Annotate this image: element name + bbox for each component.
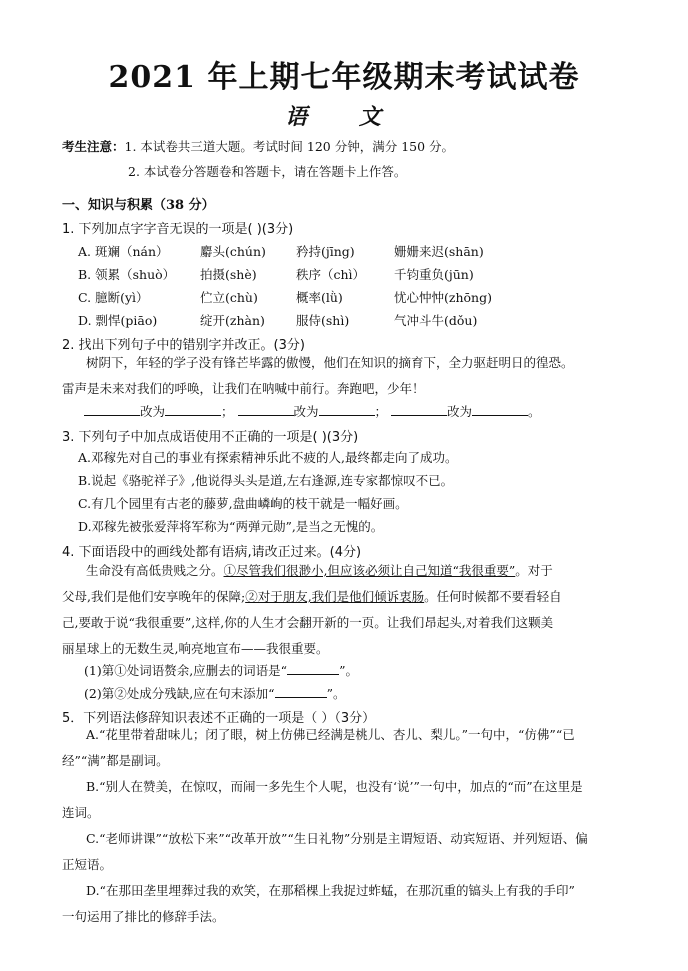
answer-blank[interactable]: [391, 403, 447, 416]
option-b-2: 拍摄(shè): [200, 267, 257, 282]
question-2-fill-row: [84, 402, 541, 420]
q4-underlined-2: ②对于朋友,我们是他们倾诉衷肠: [245, 589, 425, 604]
q5-a-line-2: 经”“满”都是副词。: [62, 753, 169, 768]
option-d-4: 气冲斗牛(dǒu): [394, 313, 478, 328]
question-3-option-c: C.有几个园里有古老的藤萝,盘曲嶙峋的枝干就是一幅好画。: [78, 496, 408, 511]
question-4-sub-2: [84, 684, 345, 702]
passage-line-2: 雷声是未来对我们的呼唤，让我们在呐喊中前行。奔跑吧，少年！: [62, 381, 425, 396]
q4-line-4: 丽星球上的无数生灵,响亮地宣布——我很重要。: [62, 641, 329, 656]
notice-text-1: 1. 本试卷共三道大题。考试时间 120 分钟，满分 150 分。: [124, 139, 455, 154]
option-a-3: 矜持(jīng): [296, 244, 355, 259]
fill-text: 改为: [140, 404, 166, 419]
option-d-1: D. 剽悍(piāo): [78, 313, 158, 328]
option-a-4: 姗姗来迟(shān): [394, 244, 484, 259]
section-heading: 一、知识与积累（38 分）: [62, 198, 215, 213]
sub-text: ”。: [339, 663, 358, 678]
option-b-1: B. 领累（shuò）: [78, 267, 176, 282]
option-a-1: A. 斑斓（nán）: [78, 244, 169, 259]
option-d-3: 服侍(shì): [296, 313, 350, 328]
answer-blank[interactable]: [287, 662, 339, 675]
page-title: 2021 年上期七年级期末考试试卷: [108, 60, 580, 95]
question-3-option-a: A.邓稼先对自己的事业有探索精神乐此不疲的人,最终都走向了成功。: [78, 450, 458, 465]
answer-blank[interactable]: [165, 403, 221, 416]
fill-text: 改为: [293, 404, 319, 419]
q4-underlined-1: ①尽管我们很渺小,但应该必须让自己知道“我很重要”: [223, 563, 516, 578]
q4-line-2: [62, 584, 640, 610]
question-3-option-b: B.说起《骆驼祥子》,他说得头头是道,左右逢源,连专家都惊叹不已。: [78, 473, 454, 488]
sub-text: ”。: [326, 686, 346, 701]
question-4-sub-1: [84, 661, 358, 679]
question-3-option-d: D.邓稼先被张爱萍将军称为“两弹元勋”,是当之无愧的。: [78, 519, 384, 534]
option-d-2: 绽开(zhàn): [200, 313, 265, 328]
question-4-stem: 4. 下面语段中的画线处都有语病,请改正过来。(4分): [62, 545, 362, 560]
q5-b-line-2: 连词。: [62, 805, 100, 820]
q4-text: 。任何时候都不要看轻自: [424, 589, 562, 604]
question-2-passage: [62, 350, 640, 402]
sub-text: (2)第②处成分残缺,应在句末添加“: [84, 686, 275, 701]
q5-d-line-2: 一句运用了排比的修辞手法。: [62, 909, 225, 924]
fill-sep: ；: [221, 404, 234, 419]
question-5-stem: 5．下列语法修辞知识表述不正确的一项是（ ）（3分）: [62, 711, 376, 726]
option-a-2: 麝头(chún): [200, 244, 266, 259]
notice-line-1: [62, 137, 454, 155]
question-2-stem: 2. 找出下列句子中的错别字并改正。(3分): [62, 338, 305, 353]
answer-blank[interactable]: [84, 403, 140, 416]
notice-label: 考生注意：: [62, 139, 125, 154]
q4-text: 生命没有高低贵贱之分。: [86, 563, 224, 578]
notice-line-2: 2. 本试卷分答题卷和答题卡，请在答题卡上作答。: [128, 164, 407, 179]
subject-heading: 语 文: [285, 104, 403, 130]
q5-b-line-1: B.“别人在赞美，在惊叹，而闹一多先生个人呢，也没有‘说’”一句中，加点的“而”在这里是: [86, 779, 583, 794]
answer-blank[interactable]: [319, 403, 375, 416]
option-c-2: 伫立(chù): [200, 290, 258, 305]
option-c-1: C. 臆断(yì）: [78, 290, 149, 305]
answer-blank[interactable]: [472, 403, 528, 416]
answer-blank[interactable]: [238, 403, 294, 416]
fill-sep: 。: [528, 404, 541, 419]
q5-a-line-1: A.“花里带着甜味儿；闭了眼，树上仿佛已经满是桃儿、杏儿、梨儿。”一句中，“仿佛”“已: [86, 727, 575, 742]
q5-d-line-1: D.“在那田垄里埋葬过我的欢笑，在那稻棵上我捉过蚱蜢，在那沉重的镐头上有我的手印”: [86, 883, 575, 898]
q4-text: 。对于: [515, 563, 553, 578]
sub-text: (1)第①处词语赘余,应删去的词语是“: [84, 663, 288, 678]
question-1-stem: 1. 下列加点字字音无误的一项是( )(3分): [62, 222, 294, 237]
option-c-4: 忧心忡忡(zhōng): [394, 290, 492, 305]
option-c-3: 概率(lǜ): [296, 290, 343, 305]
q4-line-3: 己,要敢于说“我很重要”,这样,你的人生才会翻开新的一页。让我们昂起头,对着我们这颗美: [62, 615, 554, 630]
question-4-passage: [62, 558, 640, 662]
q5-c-line-2: 正短语。: [62, 857, 113, 872]
q4-text: 父母,我们是他们安享晚年的保障;: [62, 589, 246, 604]
option-b-4: 千钧重负(jūn): [394, 267, 474, 282]
question-3-stem: 3. 下列句子中加点成语使用不正确的一项是( )(3分): [62, 430, 359, 445]
q4-line-1: [62, 558, 640, 584]
question-5-options: [62, 722, 640, 930]
passage-line-1: 树阴下，年轻的学子没有锋芒毕露的傲慢，他们在知识的摘育下，全力驱赶明日的徨恐。: [86, 355, 574, 370]
option-b-3: 秩序（chì）: [296, 267, 366, 282]
fill-sep: ；: [374, 404, 388, 419]
fill-text: 改为: [447, 404, 473, 419]
q5-c-line-1: C.“老师讲课”“放松下来”“改革开放”“生日礼物”分别是主谓短语、动宾短语、并列短语、偏: [86, 831, 588, 846]
answer-blank[interactable]: [275, 685, 327, 698]
